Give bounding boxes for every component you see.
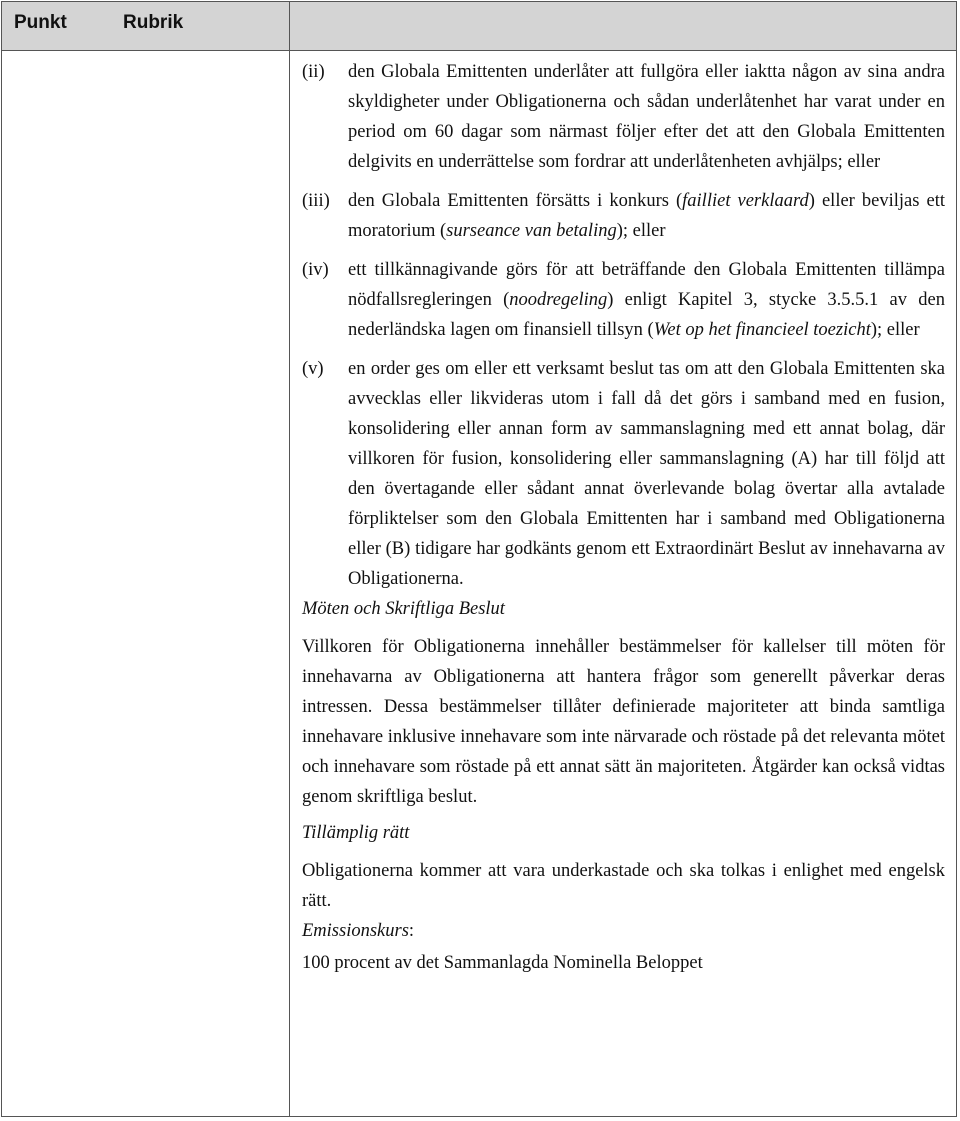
list-item xyxy=(302,57,945,177)
item-number: (iii) xyxy=(302,191,330,211)
item-number: (iv) xyxy=(302,260,329,280)
meetings-paragraph: Villkoren för Obligationerna innehåller bestämmelser för kallelser till möten för innehavarna av Obligationerna att hantera frågor som generellt påverkar deras intressen. Dessa bestämmelser tillåter definierade majoriteter att binda samtliga innehavare inklusive innehavare som inte närvarade och röstade på det relevanta mötet och innehavare som röstade på ett annat sätt än majoriteten. Åtgärder kan också vidtas genom skriftliga beslut. xyxy=(302,637,945,807)
italic-term: failliet verklaard xyxy=(682,191,809,211)
issue-heading: Emissionskurs: xyxy=(302,921,415,941)
law-paragraph: Obligationerna kommer att vara underkastade och ska tolkas i enlighet med engelsk rätt. xyxy=(302,861,945,911)
column-divider xyxy=(289,2,290,1116)
item-number: (ii) xyxy=(302,62,325,82)
list-item xyxy=(302,354,945,594)
header-rubrik: Rubrik xyxy=(123,12,184,33)
item-text: den Globala Emittenten försätts i konkurs (failliet verklaard) eller beviljas ett moratorium (surseance van betaling); eller xyxy=(348,191,945,241)
italic-term: noodregeling xyxy=(509,290,608,310)
rubrik-cell-content xyxy=(302,57,945,978)
item-text: en order ges om eller ett verksamt beslut tas om att den Globala Emittenten ska avvecklas eller likvideras utom i fall då det görs i samband med en fusion, konsolidering eller annan form av sammanslagning med ett annat bolag, där villkoren för fusion, konsolidering eller sammanslagning (A) har till följd att den övertagande eller sådant annat överlevande bolag övertar alla avtalade förpliktelser som den Globala Emittenten har i samband med Obligationerna eller (B) tidigare har godkänts genom ett Extraordinärt Beslut av innehavarna av Obligationerna. xyxy=(348,359,945,589)
italic-term: surseance van betaling xyxy=(446,221,617,241)
header-punkt: Punkt xyxy=(14,12,67,33)
list-item xyxy=(302,255,945,345)
item-number: (v) xyxy=(302,359,324,379)
item-text: den Globala Emittenten underlåter att fullgöra eller iaktta någon av sina andra skyldigheter under Obligationerna och sådan underlåtenhet har varat under en period om 60 dagar som närmast följer efter det att den Globala Emittenten delgivits en underrättelse som fordrar att underlåtenheten avhjälps; eller xyxy=(348,62,945,172)
meetings-heading: Möten och Skriftliga Beslut xyxy=(302,599,505,619)
italic-term: Wet op het financieel toezicht xyxy=(653,320,871,340)
item-text: ett tillkännagivande görs för att beträffande den Globala Emittenten tillämpa nödfallsregleringen (noodregeling) enligt Kapitel 3, stycke 3.5.5.1 av den nederländska lagen om finansiell tillsyn (Wet op het financieel toezicht); eller xyxy=(348,260,945,340)
law-heading: Tillämplig rätt xyxy=(302,823,410,843)
document-table xyxy=(1,1,957,1117)
list-item xyxy=(302,186,945,246)
table-header-row xyxy=(2,2,956,51)
issue-paragraph: 100 procent av det Sammanlagda Nominella Beloppet xyxy=(302,953,703,973)
